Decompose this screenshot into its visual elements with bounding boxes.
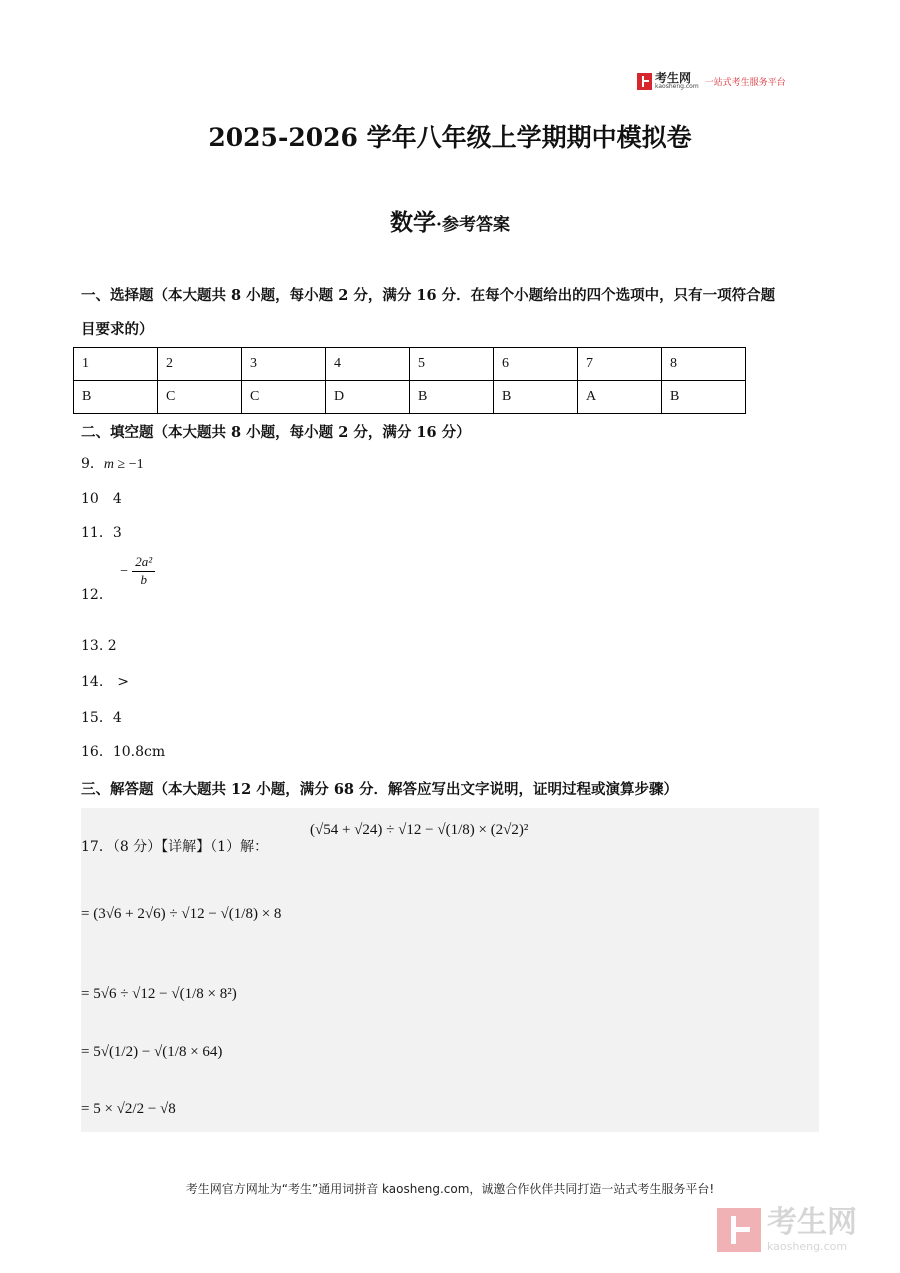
table-cell: C	[158, 381, 242, 414]
q12-denominator: b	[140, 571, 147, 587]
q12-label: 12．	[81, 586, 113, 603]
table-row-answers	[74, 381, 746, 414]
table-cell: A	[578, 381, 662, 414]
q9-label: 9．	[81, 456, 104, 472]
page-subtitle	[0, 204, 900, 237]
page-title: 2025-2026 学年八年级上学期期中模拟卷	[208, 123, 692, 152]
table-cell: 8	[662, 348, 746, 381]
q9-inequality: ≥ −1	[114, 457, 144, 472]
answer-q10: 10 4	[81, 491, 122, 507]
table-cell: 6	[494, 348, 578, 381]
table-cell: 1	[74, 348, 158, 381]
logo-icon	[637, 73, 652, 90]
table-cell: 4	[326, 348, 410, 381]
answer-q15: 15．4	[81, 710, 122, 726]
table-cell: B	[74, 381, 158, 414]
table-cell: 5	[410, 348, 494, 381]
logo-name: 考生网	[655, 71, 692, 85]
q17-step-1: = (3√6 + 2√6) ÷ √12 − √(1/8) × 8	[81, 906, 282, 922]
q17-step-4: = 5 × √2/2 − √8	[81, 1101, 176, 1117]
answer-q9	[81, 453, 144, 473]
solution-panel	[81, 808, 819, 1132]
answer-q16: 16．10.8cm	[81, 744, 166, 760]
page-footer: 考生网官方网址为“考生”通用词拼音 kaosheng.com，诚邀合作伙伴共同打造一站式考生服务平台!	[185, 1182, 715, 1196]
logo-url: kaosheng.com	[655, 83, 699, 90]
table-row-numbers	[74, 348, 746, 381]
table-cell: 3	[242, 348, 326, 381]
table-cell: C	[242, 381, 326, 414]
answer-q14: 14. >	[81, 674, 129, 690]
q17-step-3: = 5√(1/2) − √(1/8 × 64)	[81, 1044, 223, 1060]
section1-heading: 一、选择题（本大题共 8 小题，每小题 2 分，满分 16 分．在每个小题给出的四个选项中，只有一项符合题	[81, 287, 776, 304]
subtitle-answer-key: 参考答案	[441, 215, 510, 235]
watermark-url: kaosheng.com	[767, 1240, 848, 1253]
section2-heading: 二、填空题（本大题共 8 小题，每小题 2 分，满分 16 分）	[81, 424, 471, 441]
q17-intro: 17．（8 分）【详解】（1）解：	[81, 839, 269, 855]
q12-sign: −	[119, 563, 129, 579]
table-cell: B	[662, 381, 746, 414]
subtitle-subject: 数学	[390, 209, 437, 236]
answer-q11: 11．3	[81, 525, 122, 541]
subtitle-separator: ·	[436, 215, 442, 235]
brand-logo	[637, 72, 786, 90]
watermark-name: 考生网	[767, 1205, 857, 1240]
q9-variable: m	[103, 457, 115, 472]
table-cell: B	[494, 381, 578, 414]
table-cell: 7	[578, 348, 662, 381]
section1-heading-cont: 目要求的）	[81, 321, 154, 338]
watermark-icon	[717, 1208, 761, 1252]
section3-heading: 三、解答题（本大题共 12 小题，满分 68 分．解答应写出文字说明，证明过程或演算步骤）	[81, 781, 679, 798]
q12-fraction	[132, 554, 155, 589]
answer-q13: 13. 2	[81, 638, 117, 654]
table-cell: 2	[158, 348, 242, 381]
answer-q12	[81, 554, 153, 603]
logo-slogan: 一站式考生服务平台	[704, 77, 786, 88]
q12-numerator: 2a²	[132, 554, 155, 572]
q17-step-2: = 5√6 ÷ √12 − √(1/8 × 8²)	[81, 986, 237, 1002]
table-cell: B	[410, 381, 494, 414]
q17-expression: (√54 + √24) ÷ √12 − √(1/8) × (2√2)²	[310, 822, 529, 838]
choice-answer-table	[73, 347, 746, 414]
watermark-logo	[717, 1205, 857, 1253]
table-cell: D	[326, 381, 410, 414]
